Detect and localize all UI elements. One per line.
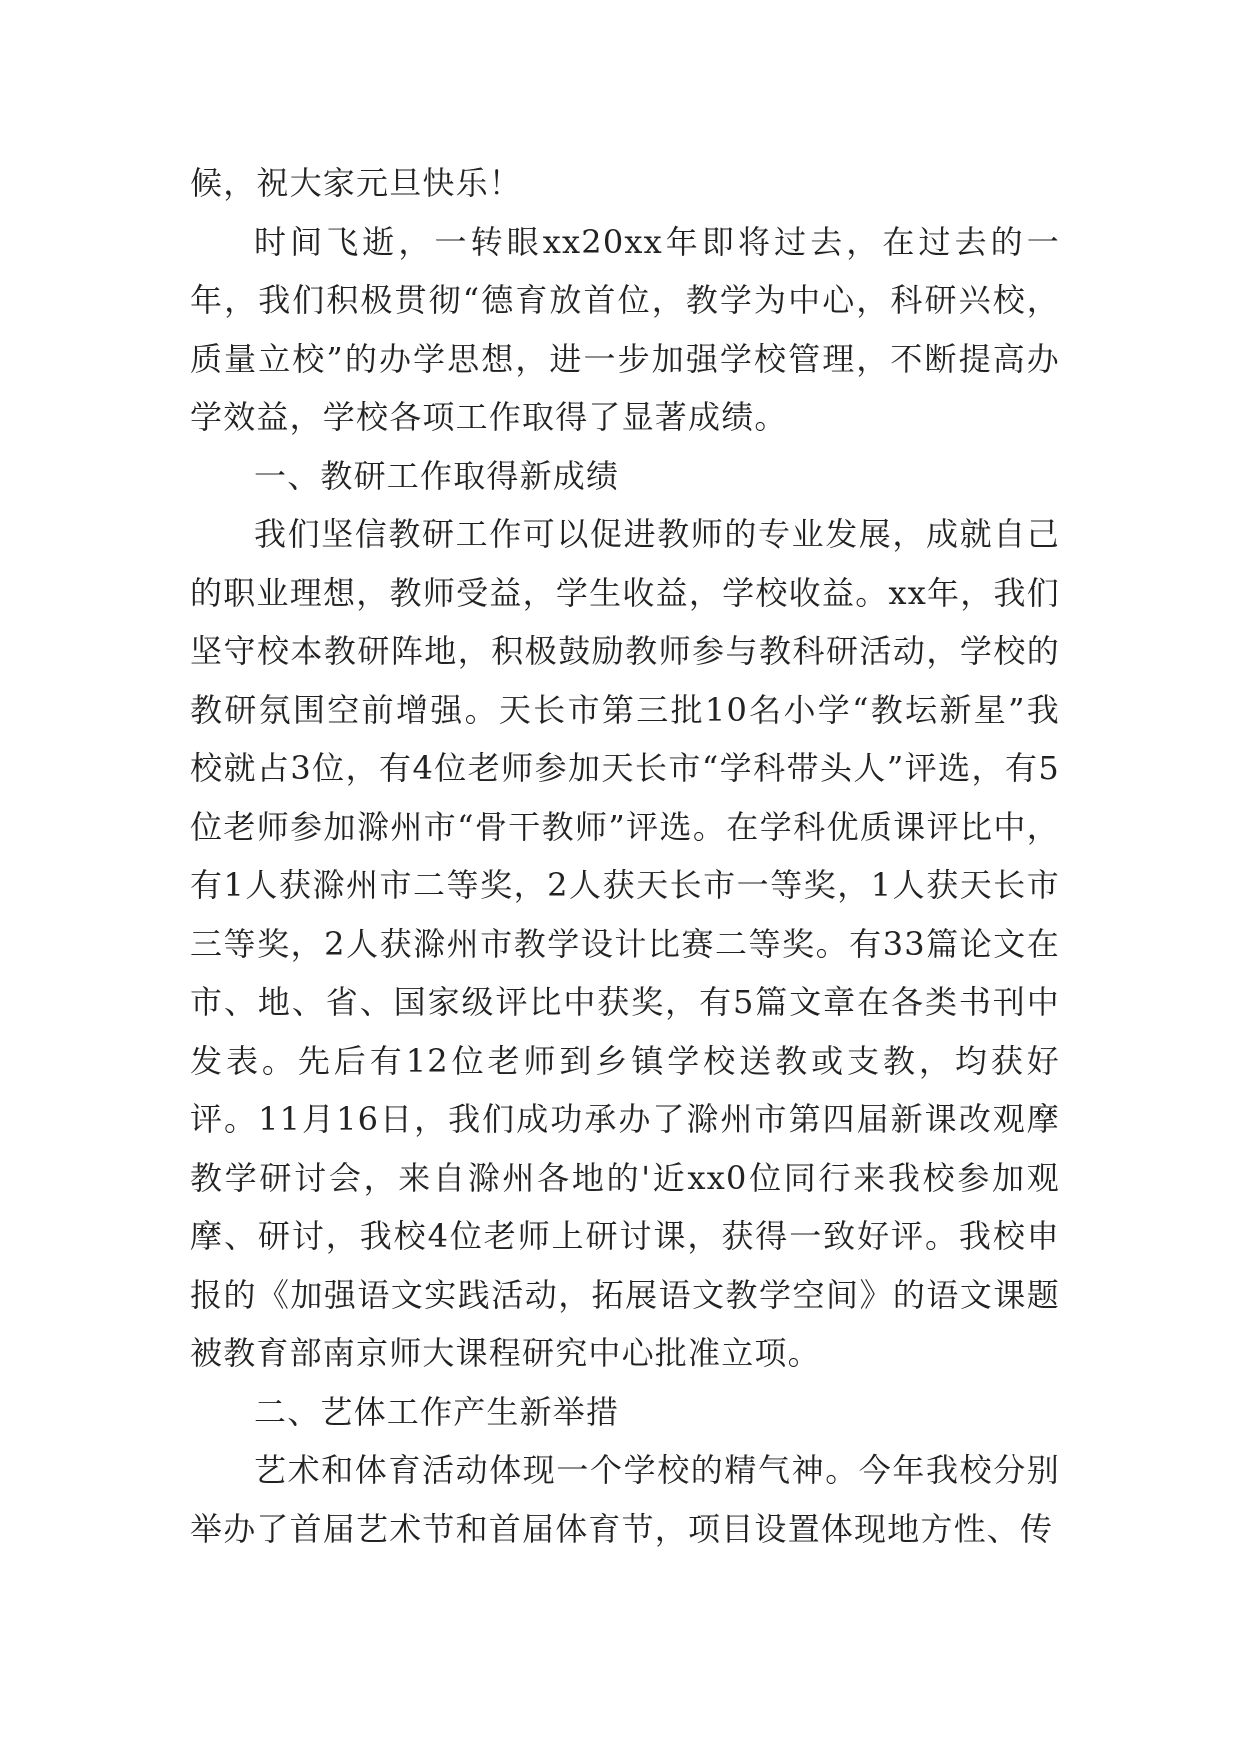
- paragraph-greeting-continuation: 候，祝大家元旦快乐！: [190, 164, 523, 202]
- paragraph-research: 我们坚信教研工作可以促进教师的专业发展，成就自己的职业理想，教师受益，学生收益，学校收益。xx年，我们坚守校本教研阵地，积极鼓励教师参与教科研活动，学校的教研氛围空前增强。天长市第三批10名小学“教坛新星”我校就占3位，有4位老师参加天长市“学科带头人”评选，有5位老师参加滁州市“骨干教师”评选。在学科优质课评比中，有1人获滁州市二等奖，2人获天长市一等奖，1人获天长市三等奖，2人获滁州市教学设计比赛二等奖。有33篇论文在市、地、省、国家级评比中获奖，有5篇文章在各类书刊中发表。先后有12位老师到乡镇学校送教或支教，均获好评。11月16日，我们成功承办了滁州市第四届新课改观摩教学研讨会，来自滁州各地的'近xx0位同行来我校参加观摩、研讨，我校4位老师上研讨课，获得一致好评。我校申报的《加强语文实践活动，拓展语文教学空间》的语文课题被教育部南京师大课程研究中心批准立项。: [190, 515, 1060, 1372]
- paragraph-intro: 时间飞逝，一转眼xx20xx年即将过去，在过去的一年，我们积极贯彻“德育放首位，教学为中心，科研兴校，质量立校”的办学思想，进一步加强学校管理，不断提高办学效益，学校各项工作取得了显著成绩。: [190, 222, 1060, 436]
- document-body: [190, 154, 1060, 1558]
- section-heading-research: 一、教研工作取得新成绩: [254, 456, 620, 495]
- paragraph-arts-sports: 艺术和体育活动体现一个学校的精气神。今年我校分别举办了首届艺术节和首届体育节，项目设置体现地方性、传: [190, 1451, 1060, 1548]
- section-heading-arts-sports: 二、艺体工作产生新举措: [254, 1392, 620, 1431]
